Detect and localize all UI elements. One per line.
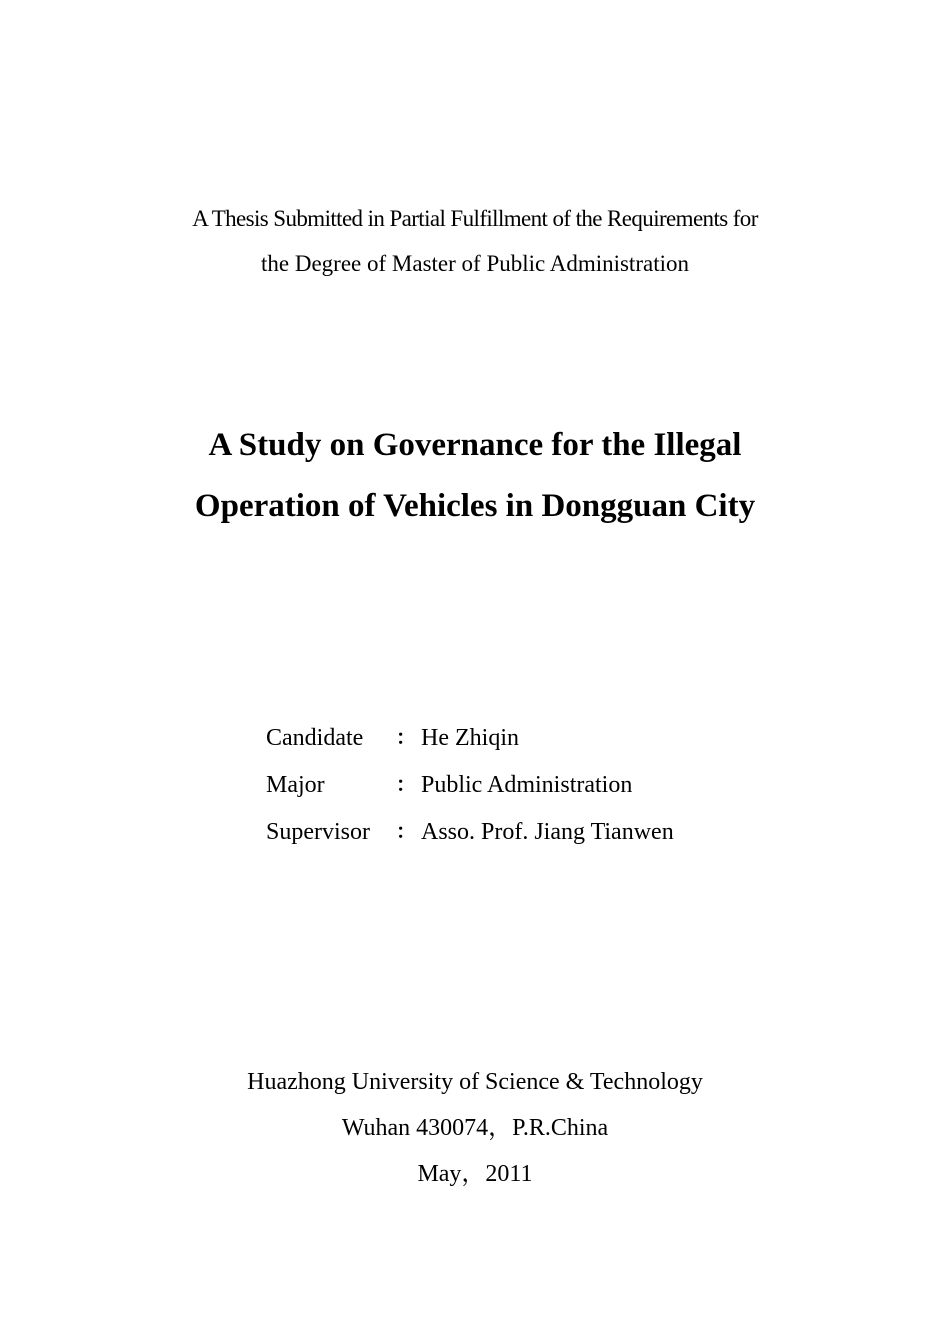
thesis-title-line-2: Operation of Vehicles in Dongguan City bbox=[194, 488, 756, 524]
thesis-title-line-1: A Study on Governance for the Illegal bbox=[208, 427, 742, 463]
candidate-value: He Zhiqin bbox=[421, 725, 519, 751]
major-value: Public Administration bbox=[421, 772, 633, 798]
supervisor-separator: ： bbox=[396, 821, 416, 843]
major-label: Major bbox=[266, 772, 325, 798]
candidate-separator: ： bbox=[396, 727, 416, 749]
university-name: Huazhong University of Science & Technology bbox=[247, 1069, 703, 1095]
submission-date: May，2011 bbox=[417, 1161, 533, 1187]
supervisor-label: Supervisor bbox=[266, 819, 370, 845]
candidate-label: Candidate bbox=[266, 725, 364, 751]
supervisor-row bbox=[266, 816, 866, 863]
supervisor-value: Asso. Prof. Jiang Tianwen bbox=[421, 819, 674, 845]
degree-statement-line-1: A Thesis Submitted in Partial Fulfillment of the Requirements for bbox=[192, 206, 758, 231]
author-info-block bbox=[266, 722, 866, 863]
major-separator: ： bbox=[396, 774, 416, 796]
major-row bbox=[266, 769, 866, 816]
candidate-row bbox=[266, 722, 866, 769]
university-address: Wuhan 430074，P.R.China bbox=[341, 1115, 609, 1141]
degree-statement-line-2: the Degree of Master of Public Administration bbox=[261, 251, 689, 276]
